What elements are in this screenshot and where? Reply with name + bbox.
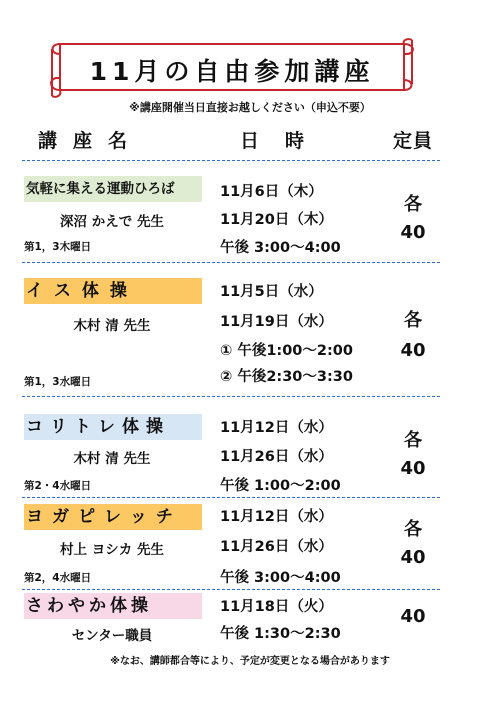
course-teacher: 木村 清 先生	[73, 318, 151, 334]
course-date: 11月12日（水）	[220, 420, 333, 436]
footer-note: ※なお、講師都合等により、予定が変更となる場合があります	[110, 656, 390, 667]
course-date: 11月5日（水）	[220, 284, 323, 300]
course-name: さわやか体操	[24, 593, 202, 619]
separator	[22, 160, 440, 161]
course-teacher: 木村 清 先生	[73, 451, 151, 467]
course-date: 11月18日（火）	[220, 599, 333, 615]
course-days: 第2・4水曜日	[24, 480, 92, 492]
course-time: 午後 1:30～2:30	[220, 626, 341, 642]
separator	[22, 396, 440, 397]
course-days: 第1，3水曜日	[24, 376, 92, 388]
page-title: 11月の自由参加講座	[89, 57, 375, 86]
column-header-datetime: 日時	[240, 130, 331, 152]
capacity-number: 40	[400, 458, 426, 479]
separator	[22, 262, 440, 263]
capacity-number: 40	[400, 547, 426, 568]
column-header-name: 講座名	[38, 130, 144, 152]
column-header-capacity: 定員	[393, 130, 434, 152]
capacity-each: 各	[404, 430, 422, 451]
course-date: 11月19日（水）	[220, 314, 333, 330]
course-name: 気軽に集える運動ひろば	[24, 176, 202, 202]
capacity-number: 40	[400, 340, 426, 361]
capacity-each: 各	[404, 194, 422, 215]
course-time: ① 午後1:00～2:00	[220, 343, 353, 359]
capacity-each: 各	[404, 519, 422, 540]
course-time: 午後 1:00～2:00	[220, 478, 341, 494]
capacity-number: 40	[400, 606, 426, 627]
course-date: 11月6日（木）	[220, 184, 323, 200]
course-name: イス体操	[24, 278, 202, 304]
no-registration-note: ※講座開催当日直接お越しください（申込不要）	[129, 101, 371, 114]
course-teacher: 深沼 かえで 先生	[60, 214, 164, 230]
capacity-number: 40	[400, 222, 426, 243]
course-name: ヨガピレッチ	[24, 504, 202, 530]
course-name: コリトレ体操	[24, 414, 202, 440]
separator	[22, 497, 440, 498]
course-teacher: 村上 ヨシカ 先生	[60, 542, 164, 558]
capacity-each: 各	[404, 310, 422, 331]
course-time: ② 午後2:30～3:30	[220, 369, 353, 385]
course-date: 11月26日（水）	[220, 449, 333, 465]
course-date: 11月26日（水）	[220, 539, 333, 555]
course-time: 午後 3:00～4:00	[220, 570, 341, 586]
separator	[22, 589, 440, 590]
course-date: 11月12日（水）	[220, 509, 333, 525]
course-time: 午後 3:00～4:00	[220, 240, 341, 256]
course-date: 11月20日（木）	[220, 212, 333, 228]
course-days: 第1，3木曜日	[24, 241, 92, 253]
course-days: 第2，4水曜日	[24, 572, 92, 584]
course-teacher: センター職員	[71, 628, 153, 644]
